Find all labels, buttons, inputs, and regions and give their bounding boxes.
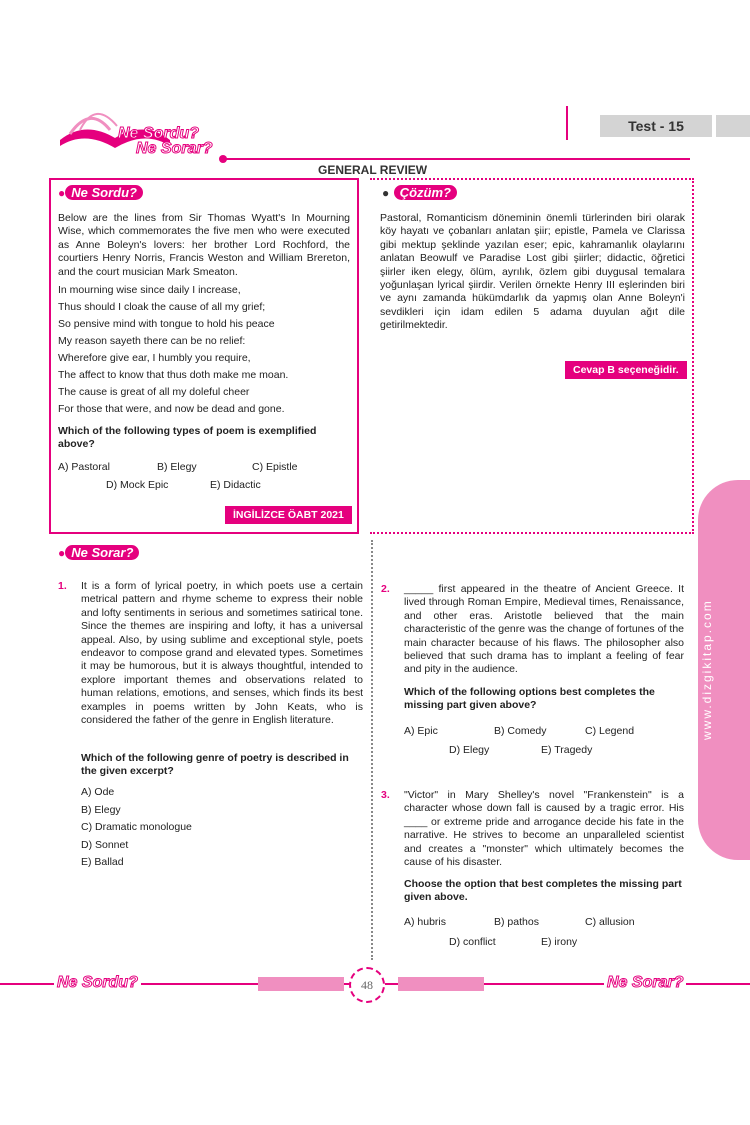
q3-number: 3. (381, 789, 390, 801)
q2-text: _____ first appeared in the theatre of Ancient Greece. It lived through Roman Empire, Medieval times, Renaissance, and other eras. Aristotle believed that the main characteristic of the genre was the change of fortunes of the main character because of his flaws. The philosopher also believed that such drama has to implant a feeling of fear and pity in the audience. (404, 583, 684, 676)
q3-option-a: A) hubris (404, 916, 447, 928)
ne-sordu-label: ● Ne Sordu? (58, 184, 143, 202)
q2-option-c: C) Legend (585, 725, 635, 737)
q3-text: "Victor" in Mary Shelley's novel "Frankenstein" is a character whose down fall is caused by a tragic error. His ____ or extreme pride and arrogance decide his fate in the narrative. He strives to become an unparalleled scientist and creates a "monster" which ultimately becomes the cause of his disaster. (404, 789, 684, 869)
q1-options (81, 784, 192, 872)
footer-logo-right: Ne Sorar? (604, 974, 686, 992)
option-b: B) Elegy (157, 461, 197, 473)
ne-sorar-pill: Ne Sorar? (65, 545, 139, 560)
ne-sorar-label: ● Ne Sorar? (58, 544, 139, 562)
option-c: C) Epistle (252, 461, 298, 473)
q1-option: A) Ode (81, 786, 115, 798)
verse-block (58, 282, 350, 418)
verse-line: Thus should I cloak the cause of all my grief; (58, 301, 266, 313)
verse-line: So pensive mind with tongue to hold his peace (58, 318, 275, 330)
ne-sordu-question: Which of the following types of poem is exemplified above? (58, 425, 317, 450)
verse-line: Wherefore give ear, I humbly you require, (58, 352, 251, 364)
ne-sordu-pill: Ne Sordu? (65, 185, 143, 200)
logo-text (118, 126, 212, 156)
logo-line1: Ne Sordu? (118, 125, 199, 142)
q1-text: It is a form of lyrical poetry, in which poets use a certain metrical pattern and rhyme scheme to express their noble and lofty sentiments in serious and sometimes satirical tone. Since the themes are inspiring and lofty, it has a universal appeal. Also, by using sublime and exceptional style, poets endeavor to compose grand and elevated types. Sometimes it may be humorous, but it is always thoughtful, intended to explore important themes and observations related to human relations, emotions, and senses, which finds its best examples in poems written by John Keats, who is considered the father of the genre in English literature. (81, 580, 363, 727)
verse-line: In mourning wise since daily I increase, (58, 284, 241, 296)
ne-sordu-intro: Below are the lines from Sir Thomas Wyatt's In Mourning Wise, which commemorates the five men who were executed as Anne Boleyn's lovers: her brother Lord Rochford, the courtiers Henry Norris, Francis Weston and William Brereton, and the court musician Mark Smeaton. (58, 212, 350, 278)
column-divider (371, 540, 373, 960)
q2-option-b: B) Comedy (494, 725, 547, 737)
source-tag: İNGİLİZCE ÖABT 2021 (225, 506, 352, 524)
q1-option: D) Sonnet (81, 838, 129, 851)
cozum-label: ● Çözüm? (382, 184, 457, 202)
cozum-text: Pastoral, Romanticism döneminin önemli türlerinden biri olarak köy hayatı ve çobanları anlatan şiir; epistle, Pamela ve Clarissa gibi mektup şeklinde yazılan eser; epic, kahramanlık olaylarını anlatan Beowulf ve Paradise Lost gibi şiirler; didactic, öğretici şiirler iken elegy, ölüm, ayrılık, özlem gibi duygusal temalara yoğunlaşan lyrical şiirdir. Verilen örnekte Henry III eşlerinden biri ve aynı zamanda hükümdarlık da yapmış olan Anne Boleyn'i sevdikleri için idam edilen 5 adama duyulan ağıt dile getirilmektedir. (380, 212, 685, 332)
footer-bar-left (258, 977, 344, 991)
side-url: www.dizgikitap.com (700, 599, 714, 740)
answer-tag: Cevap B seçeneğidir. (565, 361, 687, 379)
q3-question: Choose the option that best completes the missing part given above. (404, 878, 682, 903)
section-title: GENERAL REVIEW (318, 163, 428, 177)
q3-option-e: E) irony (541, 936, 578, 948)
verse-line: My reason sayeth there can be no relief: (58, 335, 246, 347)
q3-option-c: C) allusion (585, 916, 635, 928)
q1-option: E) Ballad (81, 856, 124, 868)
q1-option: B) Elegy (81, 803, 121, 816)
q2-number: 2. (381, 583, 390, 595)
option-d: D) Mock Epic (106, 479, 169, 491)
verse-line: For those that were, and now be dead and gone. (58, 403, 285, 415)
q3-option-d: D) conflict (449, 936, 496, 948)
q2-question: Which of the following options best completes the missing part given above? (404, 686, 655, 711)
q2-option-a: A) Epic (404, 725, 438, 737)
q2-option-e: E) Tragedy (541, 744, 593, 756)
footer-logo-left: Ne Sordu? (54, 974, 141, 992)
q1-number: 1. (58, 580, 67, 592)
cozum-pill: Çözüm? (394, 185, 457, 200)
q3-option-b: B) pathos (494, 916, 539, 928)
header-line (225, 158, 690, 160)
q1-question: Which of the following genre of poetry is described in the given excerpt? (81, 752, 349, 777)
q1-option: C) Dramatic monologue (81, 821, 192, 833)
test-bar-end (716, 115, 750, 137)
verse-line: The cause is great of all my doleful cheer (58, 386, 250, 398)
footer-bar-right (398, 977, 484, 991)
option-a: A) Pastoral (58, 461, 110, 473)
header-divider (566, 106, 568, 140)
option-e: E) Didactic (210, 479, 261, 491)
verse-line: The affect to know that thus doth make me moan. (58, 369, 289, 381)
page-number: 48 (349, 967, 385, 1003)
test-label: Test - 15 (600, 115, 712, 137)
logo-line2: Ne Sorar? (136, 140, 213, 157)
q2-option-d: D) Elegy (449, 744, 490, 756)
